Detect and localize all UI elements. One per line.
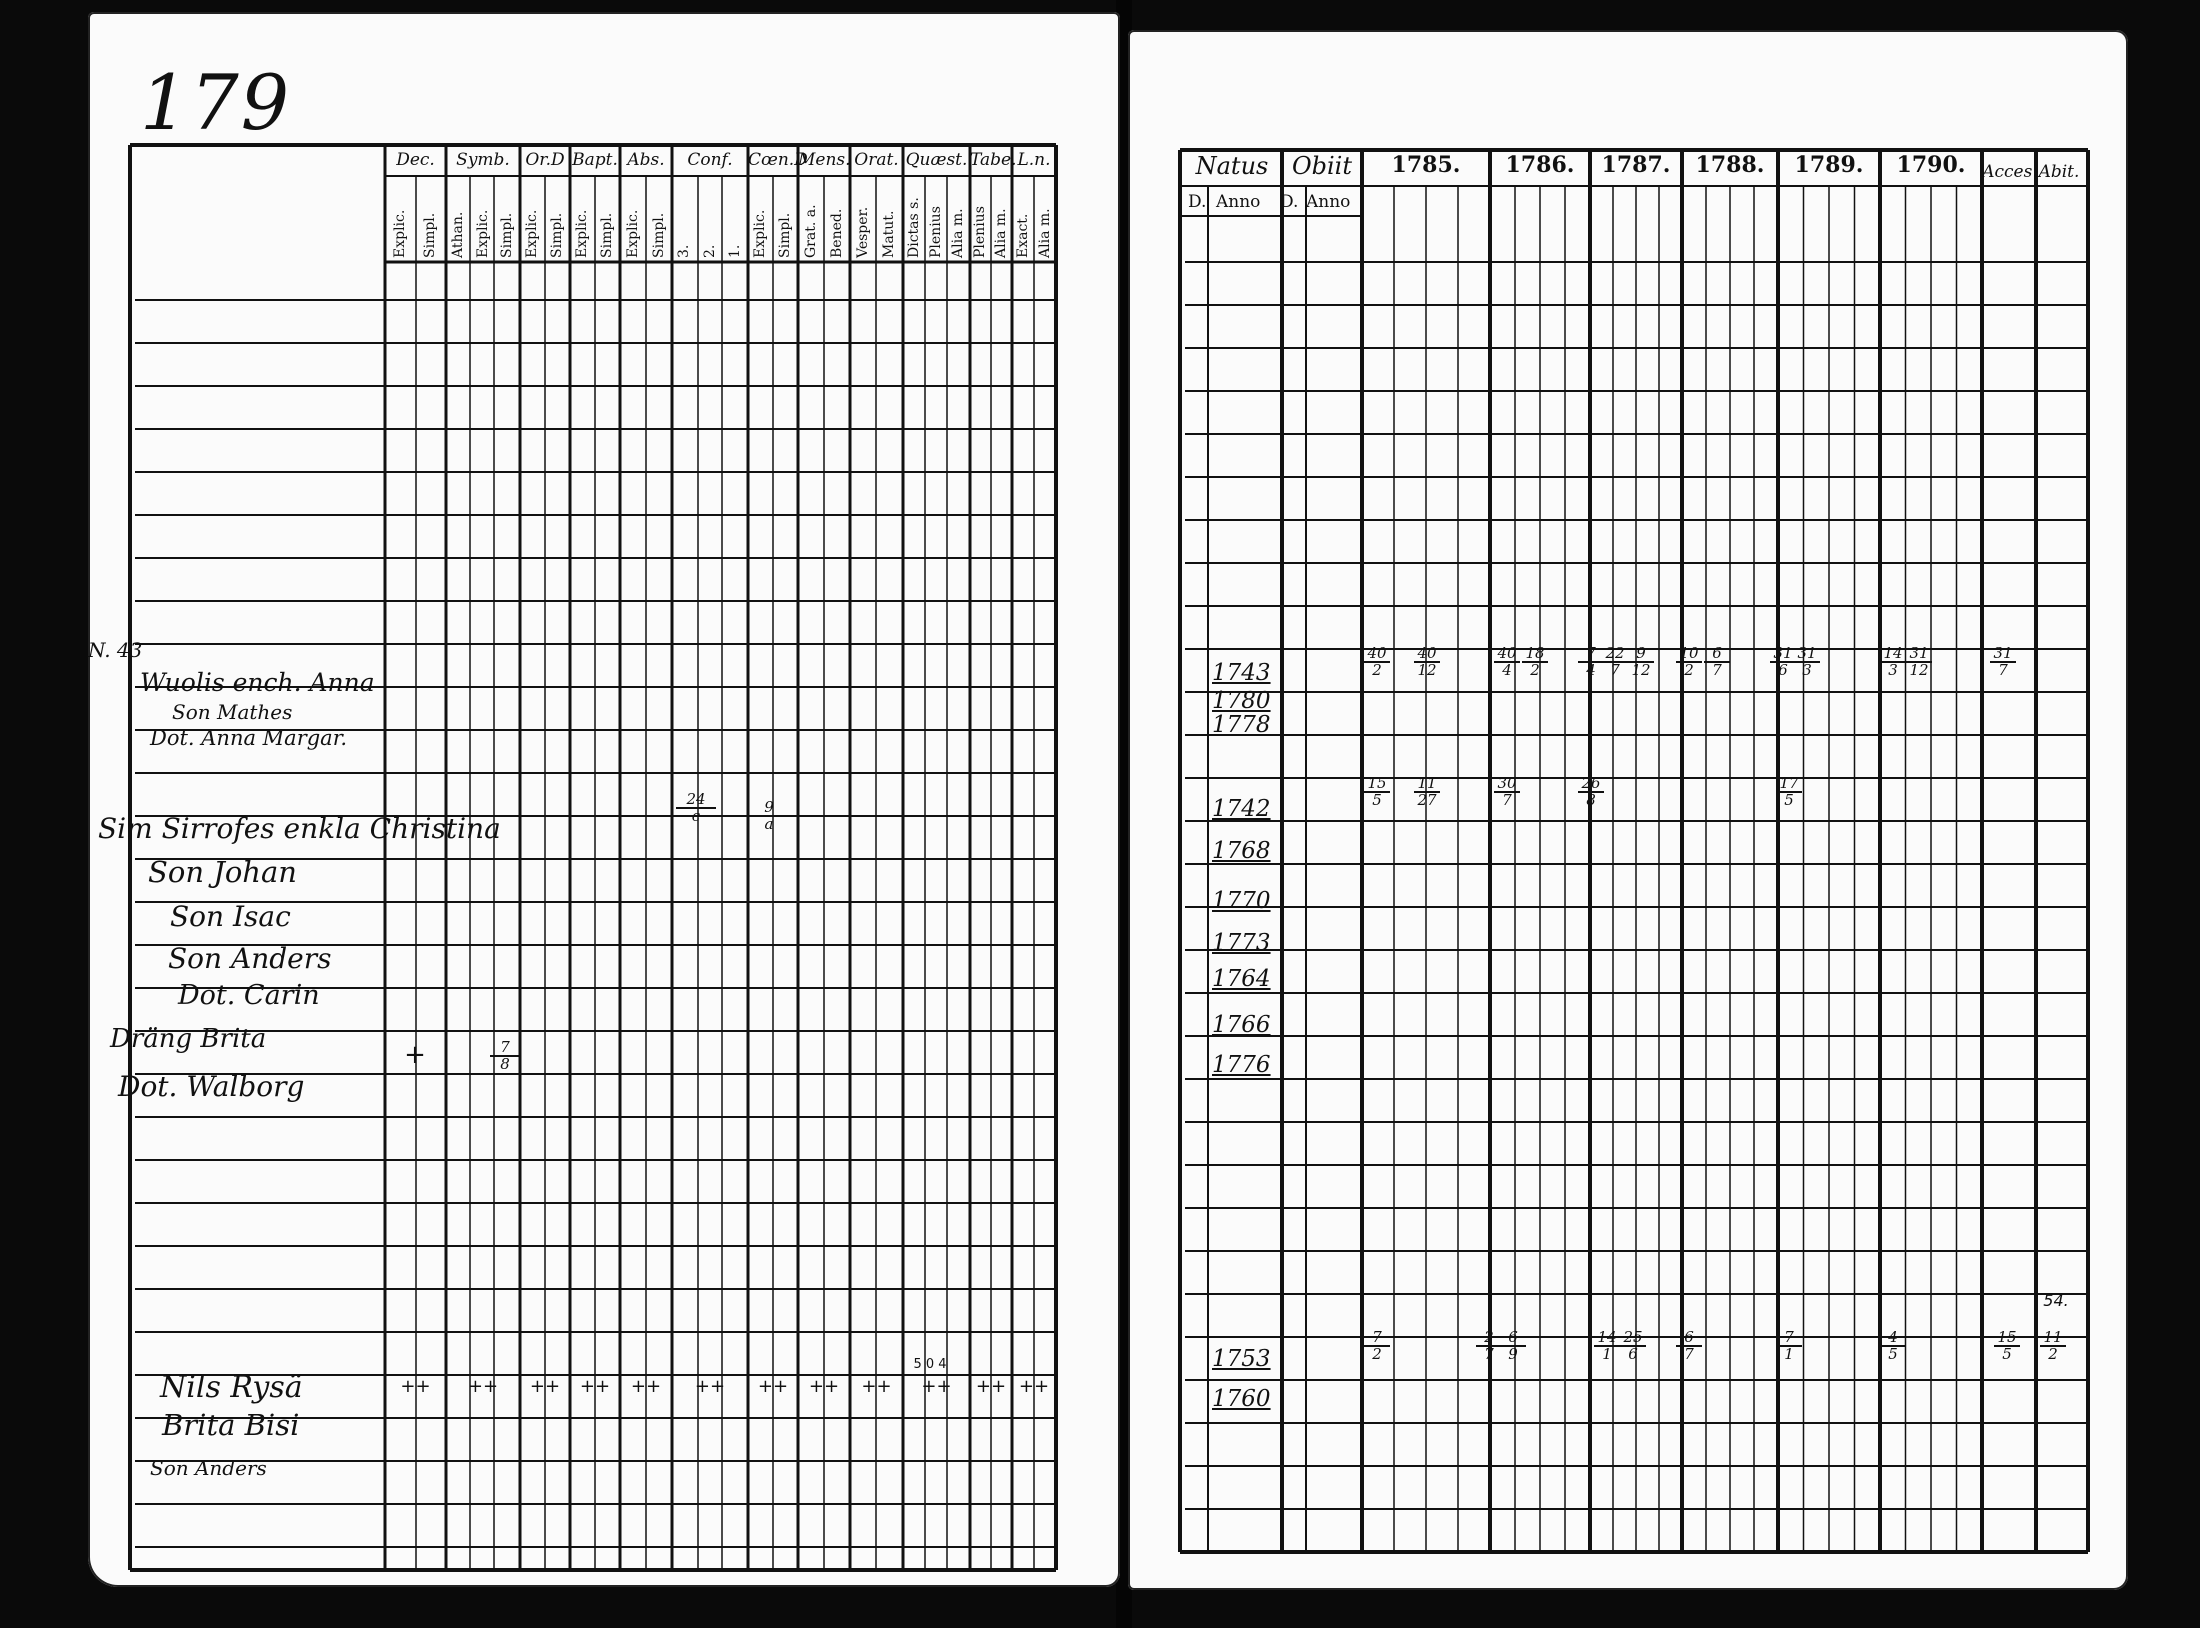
- column-subheader: Explic.: [752, 209, 768, 258]
- natus-day-header: D.: [1188, 192, 1207, 212]
- attendance-mark: ++: [694, 1376, 726, 1397]
- attendance-mark: ++: [757, 1376, 789, 1397]
- abiit-header: Abit.: [2038, 162, 2080, 182]
- year-header: 1790.: [1896, 152, 1966, 178]
- quaest-note: 5 0 4: [913, 1357, 947, 1372]
- birth-year: 1764: [1212, 966, 1271, 992]
- accessit-header: Acces.: [1982, 162, 2038, 182]
- attendance-fraction: $\frac{15}{5}$: [1364, 776, 1390, 808]
- birth-year: 1760: [1212, 1386, 1271, 1412]
- attendance-mark: ++: [579, 1376, 611, 1397]
- column-subheader: Bened.: [828, 208, 845, 258]
- coen-mark: $\frac{9}{a}$: [754, 800, 784, 832]
- attendance-fraction: $\frac{15}{5}$: [1994, 1330, 2020, 1362]
- attendance-fraction: $\frac{17}{5}$: [1776, 776, 1802, 808]
- column-header: Tabe.: [970, 150, 1017, 170]
- column-subheader: Alia m.: [1036, 208, 1053, 258]
- natus-year-header: Anno: [1216, 192, 1261, 212]
- column-subheader: Vesper.: [854, 206, 871, 258]
- list-item: Son Johan: [148, 855, 297, 889]
- birth-year: 1778: [1212, 712, 1271, 738]
- year-header: 1788.: [1695, 152, 1765, 178]
- attendance-fraction: $\frac{14}{1}$: [1594, 1330, 1620, 1362]
- attendance-mark: ++: [921, 1376, 952, 1397]
- column-subheader: 3.: [676, 244, 693, 258]
- column-subheader: Exact.: [1014, 213, 1031, 258]
- birth-year: 1773: [1212, 930, 1271, 956]
- column-header: Symb.: [456, 150, 510, 170]
- list-item: Dot. Carin: [178, 980, 320, 1011]
- attendance-fraction: $\frac{10}{2}$: [1676, 646, 1702, 678]
- list-item: Son Mathes: [172, 700, 293, 724]
- column-subheader: Explic.: [574, 209, 590, 258]
- column-subheader: Simpl.: [777, 212, 793, 258]
- year-header: 1785.: [1391, 152, 1461, 178]
- attendance-fraction: $\frac{6}{7}$: [1704, 646, 1730, 678]
- household-number: N. 43: [88, 638, 143, 662]
- year-header: 1789.: [1794, 152, 1864, 178]
- attendance-fraction: $\frac{40}{12}$: [1414, 646, 1440, 678]
- column-header: Dec.: [396, 150, 435, 170]
- page-number: 179: [140, 58, 292, 147]
- attendance-mark: ++: [975, 1376, 1007, 1397]
- attendance-fraction: $\frac{6}{7}$: [1676, 1330, 1702, 1362]
- attendance-fraction: $\frac{31}{6}$: [1770, 646, 1796, 678]
- attendance-fraction: $\frac{6}{9}$: [1500, 1330, 1526, 1362]
- attendance-fraction: $\frac{2}{7}$: [1476, 1330, 1502, 1362]
- attendance-fraction: $\frac{11}{2}$: [2040, 1330, 2066, 1362]
- attendance-mark: ++: [467, 1376, 499, 1397]
- list-item: Son Anders: [168, 942, 332, 975]
- birth-year: 1776: [1212, 1052, 1271, 1078]
- column-header: Cœn.D: [748, 150, 808, 170]
- birth-year: 1770: [1212, 888, 1271, 914]
- column-subheader: Explic.: [524, 209, 540, 258]
- attendance-fraction: $\frac{25}{6}$: [1620, 1330, 1646, 1362]
- birth-year: 1742: [1212, 796, 1271, 822]
- attendance-fraction: $\frac{31}{3}$: [1794, 646, 1820, 678]
- attendance-fraction: $\frac{7}{4}$: [1578, 646, 1604, 678]
- birth-year: 1743: [1212, 660, 1271, 686]
- column-subheader: Plenius: [972, 206, 988, 258]
- column-subheader: 2.: [701, 244, 718, 258]
- attendance-mark: ++: [400, 1376, 431, 1397]
- list-item: Dot. Walborg: [118, 1070, 305, 1103]
- column-subheader: Alia m.: [993, 208, 1009, 258]
- attendance-fraction: $\frac{30}{7}$: [1494, 776, 1520, 808]
- attendance-fraction: $\frac{7}{2}$: [1364, 1330, 1390, 1362]
- natus-header: Natus: [1195, 152, 1269, 180]
- birth-year: 1753: [1212, 1346, 1271, 1372]
- column-header: Abs.: [627, 150, 665, 170]
- column-subheader: Simpl.: [599, 212, 615, 258]
- attendance-mark: ++: [861, 1376, 892, 1397]
- attendance-fraction: $\frac{22}{7}$: [1602, 646, 1628, 678]
- attendance-fraction: $\frac{4}{5}$: [1880, 1330, 1906, 1362]
- attendance-fraction: $\frac{40}{2}$: [1364, 646, 1390, 678]
- column-subheader: Athan.: [449, 211, 466, 258]
- list-item: Dräng Brita: [110, 1024, 267, 1054]
- attendance-fraction: $\frac{7}{1}$: [1776, 1330, 1802, 1362]
- list-item: Sim Sirrofes enkla Christina: [98, 812, 501, 845]
- column-subheader: Dictas s.: [905, 197, 922, 258]
- abit-note: 54.: [2043, 1291, 2069, 1310]
- attendance-fraction: $\frac{11}{27}$: [1414, 776, 1440, 808]
- birth-year: 1766: [1212, 1012, 1271, 1038]
- list-item: Nils Rysä: [160, 1370, 303, 1405]
- list-item: Wuolis ench. Anna: [140, 668, 375, 697]
- list-item: Son Anders: [150, 1456, 267, 1480]
- attendance-mark: ++: [808, 1376, 840, 1397]
- birth-year: 1780: [1212, 688, 1271, 714]
- list-item: Son Isac: [170, 900, 291, 933]
- column-subheader: Simpl.: [549, 212, 565, 258]
- list-item: Brita Bisi: [162, 1408, 300, 1442]
- column-subheader: Matut.: [881, 210, 898, 258]
- column-subheader: Explic.: [624, 209, 641, 258]
- column-header: Bapt.: [572, 150, 618, 170]
- attendance-fraction: $\frac{40}{4}$: [1494, 646, 1520, 678]
- attendance-mark: ++: [529, 1376, 561, 1397]
- column-header: Mens.: [798, 150, 851, 170]
- column-subheader: Explic.: [474, 209, 491, 258]
- column-header: Or.D: [525, 150, 565, 170]
- attendance-mark: ++: [1018, 1376, 1050, 1397]
- obiit-header: Obiit: [1291, 152, 1353, 180]
- dec-mark: +: [404, 1040, 426, 1070]
- attendance-fraction: $\frac{31}{12}$: [1906, 646, 1932, 678]
- column-subheader: Grat. a.: [802, 204, 819, 258]
- attendance-fraction: $\frac{14}{3}$: [1880, 646, 1906, 678]
- column-header: Conf.: [687, 150, 733, 170]
- birth-year: 1768: [1212, 838, 1271, 864]
- column-subheader: 1.: [726, 244, 743, 258]
- obiit-year-header: Anno: [1306, 192, 1351, 212]
- column-header: L.n.: [1017, 150, 1051, 170]
- column-subheader: Simpl.: [650, 212, 667, 258]
- year-header: 1786.: [1505, 152, 1575, 178]
- attendance-mark: ++: [630, 1376, 662, 1397]
- attendance-fraction: $\frac{26}{8}$: [1578, 776, 1604, 808]
- column-subheader: Alia m.: [950, 208, 967, 258]
- column-header: Quæst.: [905, 150, 968, 170]
- list-item: Dot. Anna Margar.: [150, 726, 348, 750]
- column-subheader: Simpl.: [422, 212, 439, 258]
- conf-mark: $\frac{24}{c}$: [676, 792, 716, 824]
- column-subheader: Simpl.: [499, 212, 516, 258]
- year-header: 1787.: [1601, 152, 1671, 178]
- attendance-fraction: $\frac{31}{7}$: [1990, 646, 2016, 678]
- attendance-fraction: $\frac{18}{2}$: [1522, 646, 1548, 678]
- column-subheader: Plenius: [928, 206, 944, 258]
- column-header: Orat.: [854, 150, 899, 170]
- symb-mark: $\frac{7}{8}$: [490, 1040, 520, 1072]
- obiit-day-header: D.: [1280, 192, 1299, 212]
- column-subheader: Explic.: [391, 209, 408, 258]
- attendance-fraction: $\frac{9}{12}$: [1628, 646, 1654, 678]
